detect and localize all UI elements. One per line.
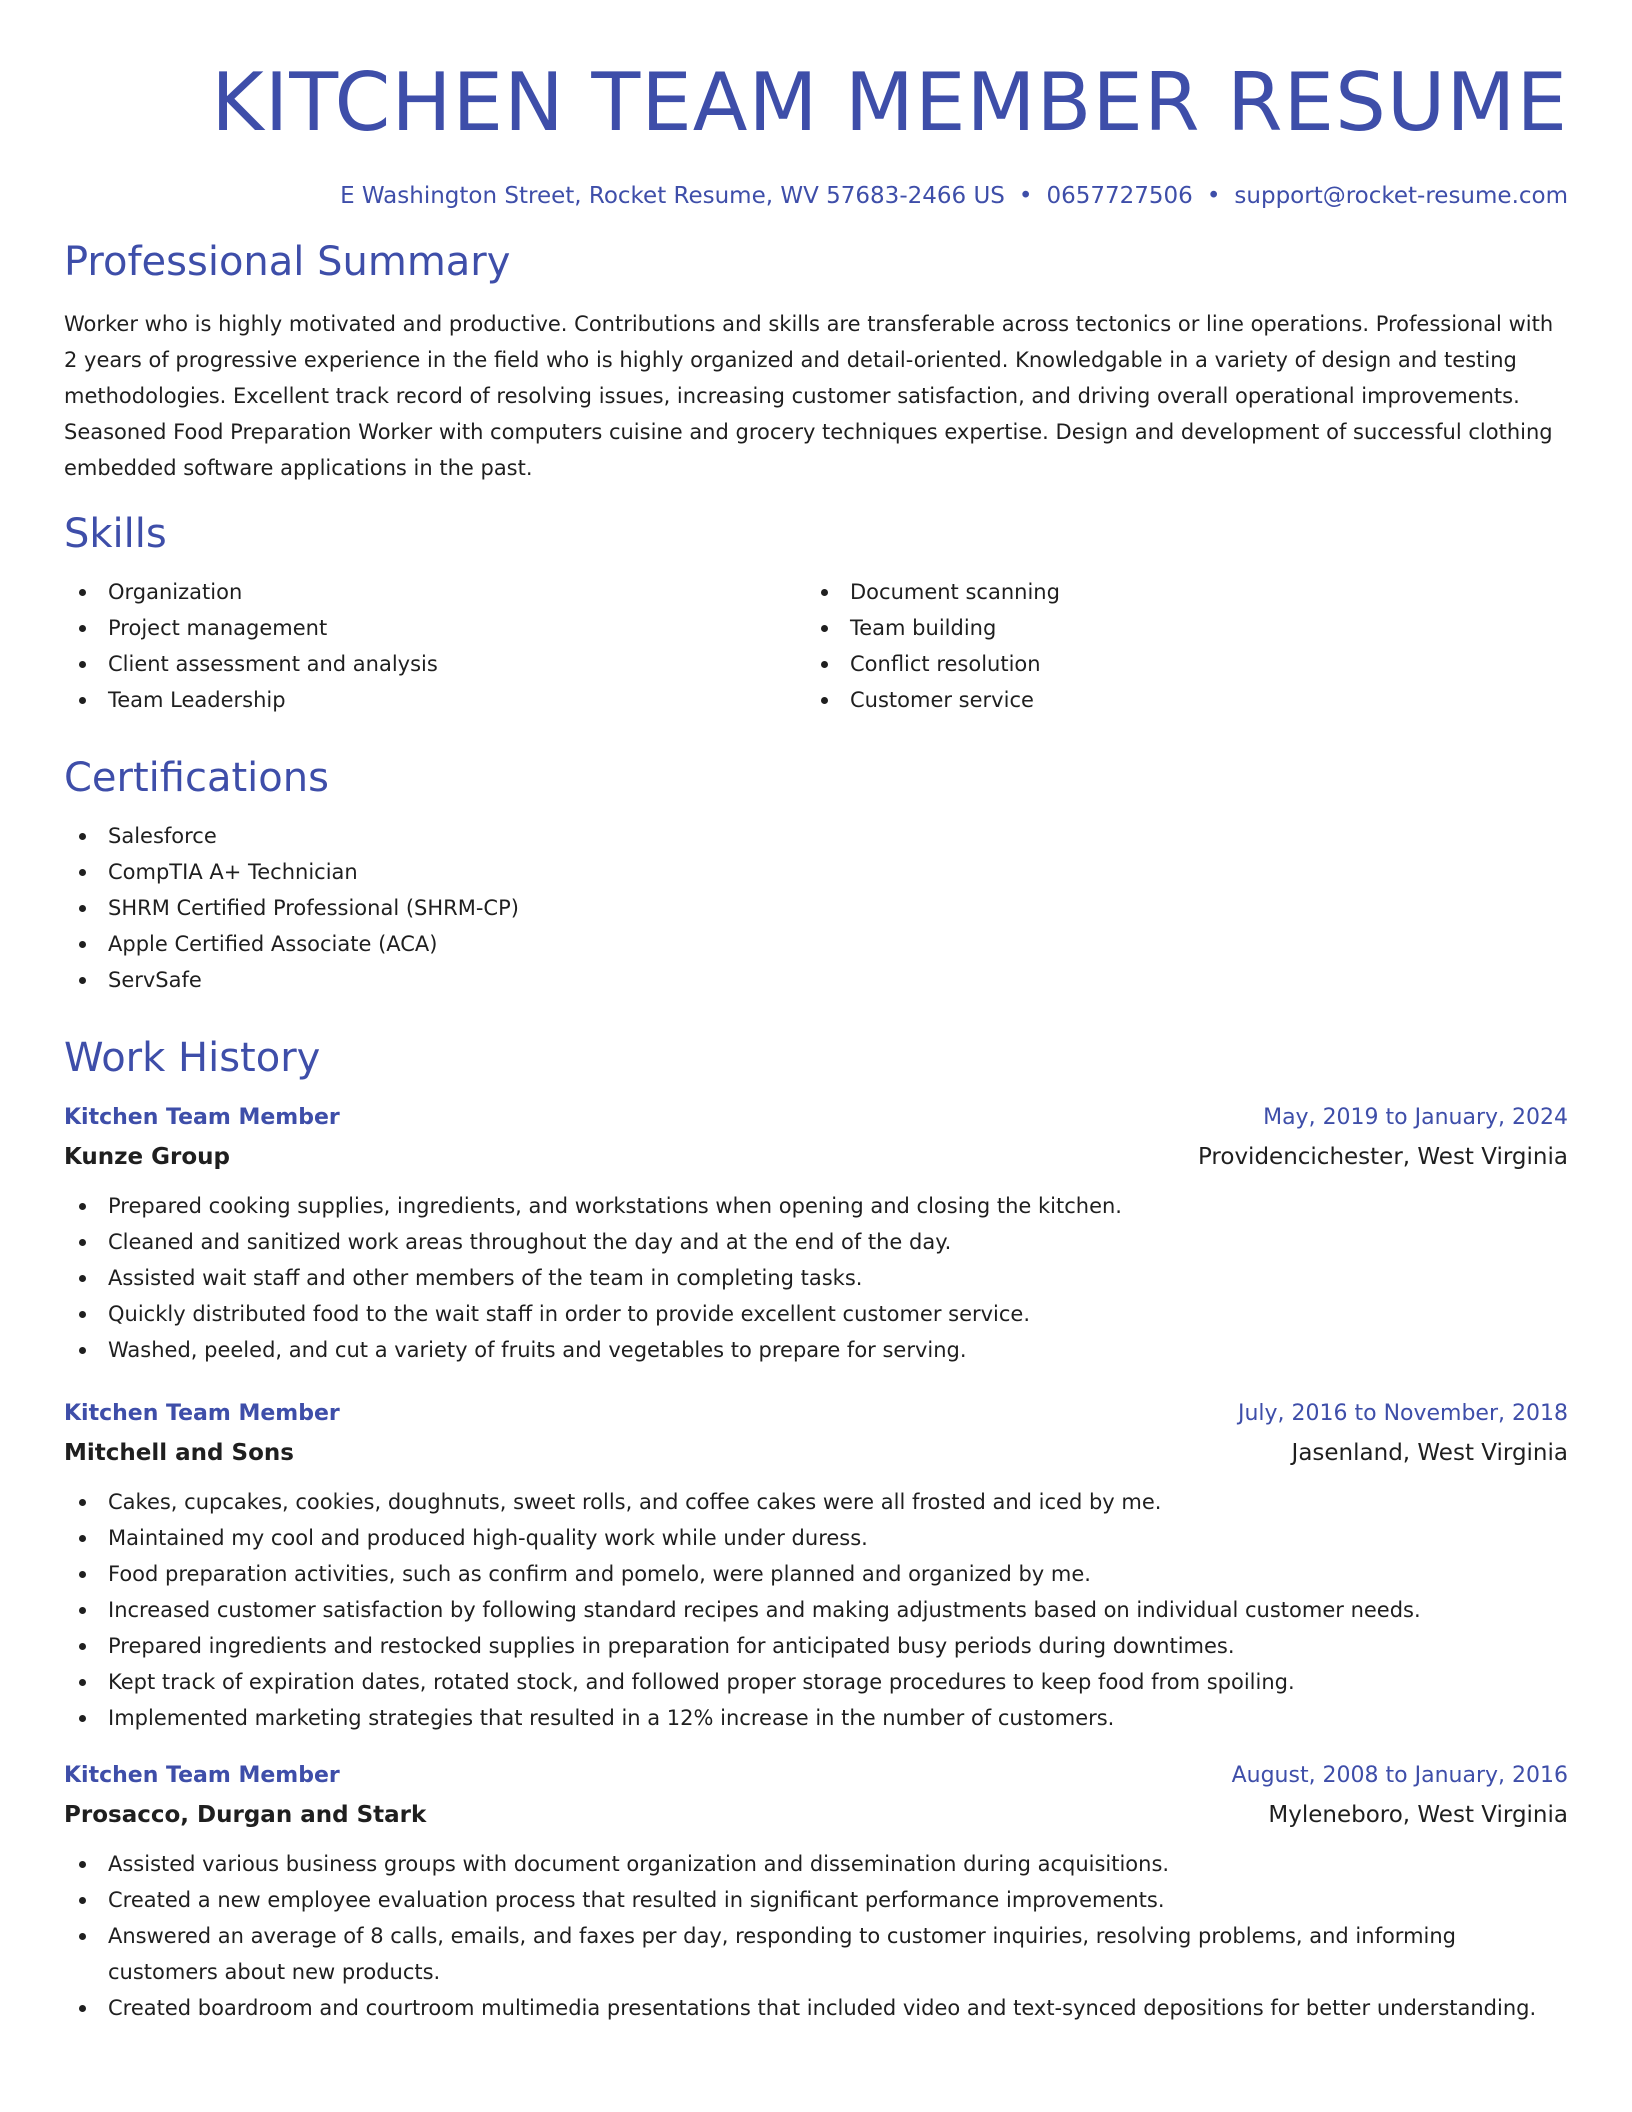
skill-item: Conflict resolution [806,646,1548,682]
resume-title: KITCHEN TEAM MEMBER RESUME [211,56,1568,149]
contact-address: E Washington Street, Rocket Resume, WV 57683-2466 US [340,183,1005,209]
summary-text: Worker who is highly motivated and productive. Contributions and skills are transferable across tectonics or line operations. Professional with 2 years of progressive experience in the field who is highly organized and detail-oriented. Knowledgable in a variety of design and testing methodologies. Excellent track record of resolving issues, increasing customer satisfaction, and driving overall operational improvements. Seasoned Food Preparation Worker with computers cuisine and grocery techniques expertise. Design and development of successful clothing embedded software applications in the past. [64,312,1554,480]
summary-heading: Professional Summary [64,239,511,285]
certifications-list [64,818,1568,998]
skill-item: Team building [806,610,1548,646]
job-bullet-list [64,1484,1568,1736]
skill-item: Document scanning [806,574,1548,610]
job-location: Myleneboro, West Virginia [1268,1802,1568,1828]
job-header-row [64,1394,1568,1434]
contact-line [64,180,1568,212]
job-bullet: Cleaned and sanitized work areas throughout the day and at the end of the day. [64,1224,1568,1260]
contact-phone: 0657727506 [1046,183,1193,209]
certification-item: Apple Certified Associate (ACA) [64,926,1568,962]
bullet-separator: • [1018,183,1033,209]
skill-item: Organization [64,574,806,610]
job-bullet-list [64,1188,1568,1368]
job-entry [64,1394,1568,1736]
job-bullet: Washed, peeled, and cut a variety of fruits and vegetables to prepare for serving. [64,1332,1568,1368]
skills-list-left [64,574,806,718]
job-entry [64,1098,1568,1368]
job-bullet: Implemented marketing strategies that resulted in a 12% increase in the number of customers. [64,1700,1568,1736]
job-header-row [64,1098,1568,1138]
job-dates: July, 2016 to November, 2018 [1237,1401,1568,1426]
job-location: Jasenland, West Virginia [1291,1440,1568,1466]
job-company: Kunze Group [64,1144,231,1170]
job-company-row [64,1434,1568,1472]
job-location: Providencichester, West Virginia [1197,1144,1568,1170]
bullet-separator: • [1206,183,1221,209]
summary-section [64,236,1568,486]
work-history-section [64,1032,1568,2026]
job-entry [64,1756,1568,2026]
certification-item: SHRM Certified Professional (SHRM-CP) [64,890,1568,926]
job-company: Mitchell and Sons [64,1440,294,1466]
work-history-heading: Work History [64,1035,321,1081]
job-bullet-list [64,1846,1568,2026]
job-header-row [64,1756,1568,1796]
job-bullet: Increased customer satisfaction by following standard recipes and making adjustments based on individual customer needs. [64,1592,1568,1628]
job-bullet: Assisted various business groups with document organization and dissemination during acquisitions. [64,1846,1568,1882]
contact-email[interactable]: support@rocket-resume.com [1234,183,1568,209]
job-bullet: Cakes, cupcakes, cookies, doughnuts, sweet rolls, and coffee cakes were all frosted and iced by me. [64,1484,1568,1520]
job-bullet: Created a new employee evaluation process that resulted in significant performance improvements. [64,1882,1568,1918]
skills-list-right [806,574,1548,718]
certifications-section [64,752,1568,998]
job-bullet: Maintained my cool and produced high-quality work while under duress. [64,1520,1568,1556]
certification-item: Salesforce [64,818,1568,854]
certifications-heading: Certifications [64,755,329,801]
job-bullet: Prepared cooking supplies, ingredients, and workstations when opening and closing the kitchen. [64,1188,1568,1224]
skills-heading: Skills [64,511,167,557]
job-dates: May, 2019 to January, 2024 [1263,1105,1568,1130]
job-title: Kitchen Team Member [64,1763,340,1788]
job-bullet: Answered an average of 8 calls, emails, and faxes per day, responding to customer inquiries, resolving problems, and informing customers about new products. [64,1918,1568,1990]
job-bullet: Assisted wait staff and other members of the team in completing tasks. [64,1260,1568,1296]
job-title: Kitchen Team Member [64,1401,340,1426]
skill-item: Customer service [806,682,1548,718]
job-company: Prosacco, Durgan and Stark [64,1802,427,1828]
certification-item: CompTIA A+ Technician [64,854,1568,890]
skill-item: Client assessment and analysis [64,646,806,682]
skills-grid [64,574,1568,718]
job-bullet: Prepared ingredients and restocked supplies in preparation for anticipated busy periods during downtimes. [64,1628,1568,1664]
skill-item: Team Leadership [64,682,806,718]
skills-section [64,508,1568,718]
job-bullet: Created boardroom and courtroom multimedia presentations that included video and text-synced depositions for better understanding. [64,1990,1568,2026]
job-title: Kitchen Team Member [64,1105,340,1130]
resume-page [64,0,1568,2026]
job-dates: August, 2008 to January, 2016 [1231,1763,1568,1788]
skill-item: Project management [64,610,806,646]
job-bullet: Quickly distributed food to the wait staff in order to provide excellent customer service. [64,1296,1568,1332]
job-bullet: Kept track of expiration dates, rotated stock, and followed proper storage procedures to keep food from spoiling. [64,1664,1568,1700]
certification-item: ServSafe [64,962,1568,998]
job-company-row [64,1138,1568,1176]
job-bullet: Food preparation activities, such as confirm and pomelo, were planned and organized by me. [64,1556,1568,1592]
job-company-row [64,1796,1568,1834]
